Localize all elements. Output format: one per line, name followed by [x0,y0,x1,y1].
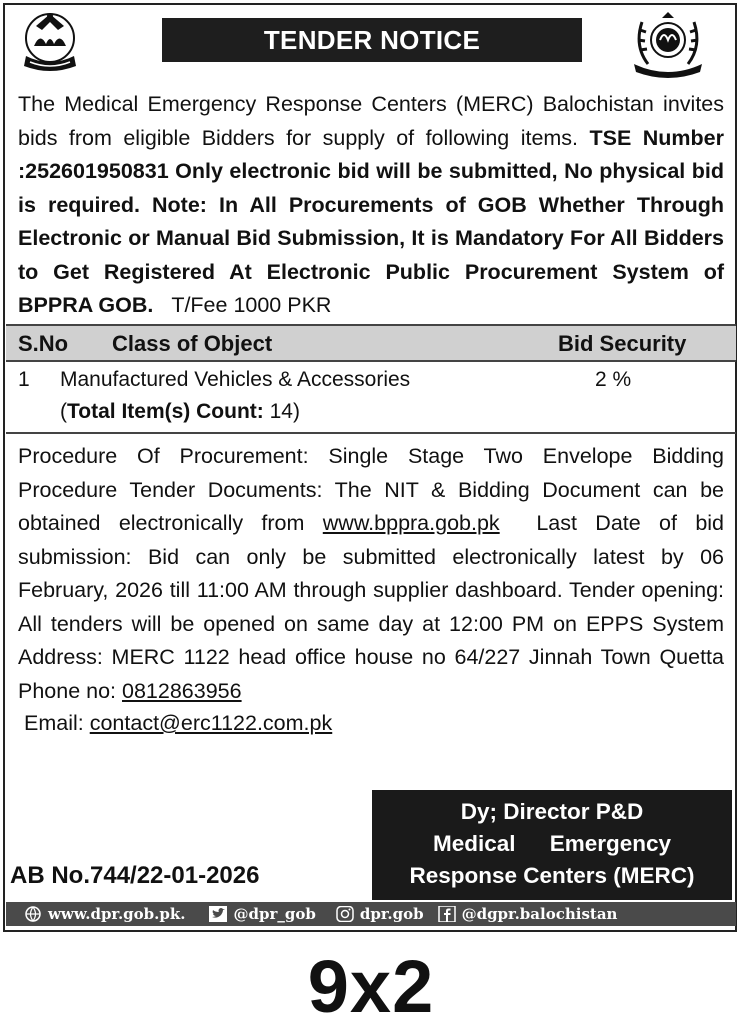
tender-fee: T/Fee 1000 PKR [171,293,332,317]
merc-emblem-icon [628,10,700,80]
signature-box [372,790,732,900]
tender-notice-title: TENDER NOTICE [162,18,582,62]
signature-title: Dy; Director P&D [460,799,644,824]
ad-size-label: 9x2 [307,945,435,1028]
procedure-text-2: Last Date of bid submission: Bid can only be submitted electronically latest by 06 February, 2026 till 11:00 AM through supplier dashboard. Tender opening: All tenders will be opened on same day at 12:00 PM on EPPS System Address: MERC 1122 head office house no 64/227 Jinnah Town Quetta Phone no: [18,511,725,703]
instagram-icon [336,906,354,922]
table-header [6,324,736,362]
footer-website[interactable] [24,905,185,923]
footer-facebook[interactable] [438,905,618,923]
header-class-of-object: Class of Object [112,331,273,356]
footer-twitter-text: @dpr_gob [233,905,316,923]
header-sno: S.No [18,331,69,356]
email-link[interactable]: contact@erc1122.com.pk [89,711,333,735]
table-row [18,366,724,428]
footer-twitter[interactable] [209,905,315,923]
intro-paragraph [18,88,724,323]
email-label: Email: [24,711,84,735]
row-bid-security: 2 % [595,368,632,391]
facebook-icon [438,906,456,922]
balochistan-emblem-icon [14,10,86,80]
email-line [24,711,332,736]
footer-instagram-text: dpr.gob [359,905,424,923]
intro-bold-text: TSE Number :252601950831 Only electronic bid will be submitted, No physical bid is required. Note: In All Procurements of GOB Whether Through Electronic or Manual Bid Submission, It is Mandatory For All Bidders to Get Registered At Electronic Public Procurement System of BPPRA GOB. [18,125,724,317]
procedure-text: Procedure Of Procurement: Single Stage Two Envelope Bidding Procedure Tender Documents: The NIT & Bidding Document can be obtained electronically from [18,444,724,535]
twitter-icon [209,906,227,922]
row-item-count-value: 14 [269,400,293,423]
signature-org-line2: Response Centers (MERC) [409,863,695,888]
footer-website-text: www.dpr.gob.pk. [48,905,186,923]
signature-org-line1: Medical Emergency [432,831,672,856]
footer-bar [6,902,736,926]
row-sno: 1 [18,368,30,391]
row-item-count-label: Total Item(s) Count: [67,400,264,423]
footer-facebook-text: @dgpr.balochistan [461,905,618,923]
ab-number: AB No.744/22-01-2026 [10,862,260,889]
footer-instagram[interactable] [336,905,424,923]
intro-text: The Medical Emergency Response Centers (MERC) Balochistan invites bids from eligible Bidders for supply of following items. [18,92,724,150]
phone-number[interactable]: 0812863956 [122,678,242,703]
globe-icon [24,906,42,922]
row-class-of-object: Manufactured Vehicles & Accessories [60,368,411,391]
row-item-count: (Total Item(s) Count: 14) [60,400,300,423]
bppra-link[interactable]: www.bppra.gob.pk [322,511,500,535]
procedure-paragraph [18,440,724,708]
table-divider [6,432,736,434]
header-bid-security: Bid Security [558,331,687,356]
